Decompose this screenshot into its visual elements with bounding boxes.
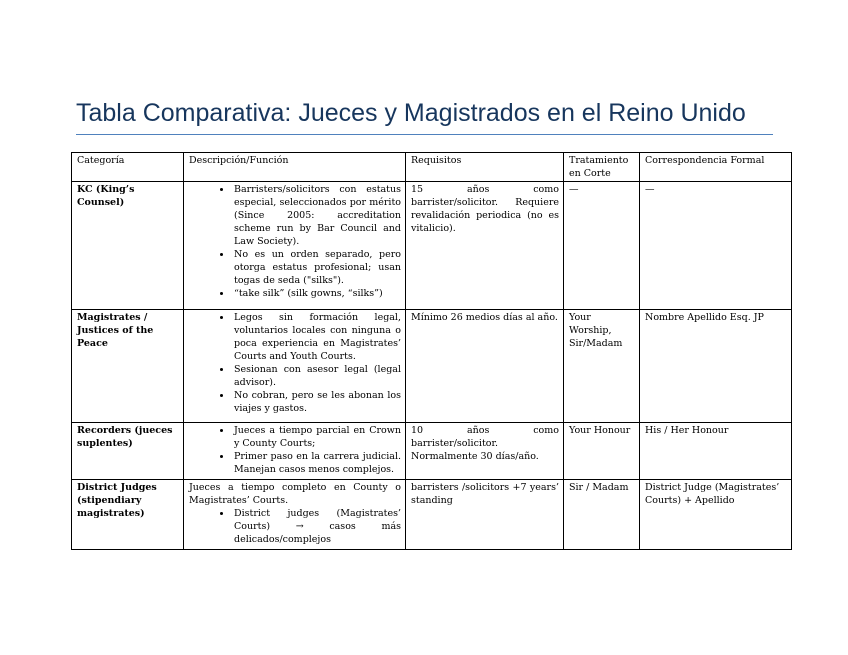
treatment-cell: Sir / Madam xyxy=(564,480,640,550)
correspondence-cell: Nombre Apellido Esq. JP xyxy=(640,310,792,423)
list-item: • No es un orden separado, pero otorga estatus profesional; usan togas de seda ("silks"). xyxy=(232,248,401,287)
table-row xyxy=(72,423,792,480)
correspondence-cell: His / Her Honour xyxy=(640,423,792,480)
header-cell: Requisitos xyxy=(406,153,564,182)
description-list xyxy=(189,311,401,415)
description-cell xyxy=(184,423,406,480)
header-cell: Correspondencia Formal xyxy=(640,153,792,182)
requirements-cell: Mínimo 26 medios días al año. xyxy=(406,310,564,423)
table-row xyxy=(72,182,792,310)
description-cell xyxy=(184,480,406,550)
description-intro: Jueces a tiempo completo en County o Magistrates’ Courts. xyxy=(189,482,401,506)
category-cell: Magistrates / Justices of the Peace xyxy=(72,310,184,423)
treatment-cell: Your Honour xyxy=(564,423,640,480)
list-item: • “take silk” (silk gowns, “silks”) xyxy=(232,287,401,300)
description-list xyxy=(189,183,401,300)
comparison-table xyxy=(71,152,792,550)
header-cell: Tratamiento en Corte xyxy=(564,153,640,182)
requirements-cell: 10 años como barrister/solicitor. Normalmente 30 días/año. xyxy=(406,423,564,480)
list-item: • Jueces a tiempo parcial en Crown y County Courts; xyxy=(232,424,401,450)
page-title: Tabla Comparativa: Jueces y Magistrados en el Reino Unido xyxy=(76,99,746,127)
treatment-cell: Your Worship, Sir/Madam xyxy=(564,310,640,423)
table-row xyxy=(72,310,792,423)
table-header-row xyxy=(72,153,792,182)
category-cell: Recorders (jueces suplentes) xyxy=(72,423,184,480)
description-list xyxy=(189,507,401,546)
title-underline xyxy=(76,134,773,135)
list-item: • Barristers/solicitors con estatus especial, seleccionados por mérito (Since 2005: accreditation scheme run by Bar Council and Law Society). xyxy=(232,183,401,248)
category-cell: District Judges (stipendiary magistrates) xyxy=(72,480,184,550)
correspondence-cell: — xyxy=(640,182,792,310)
requirements-cell: barristers /solicitors +7 years’ standing xyxy=(406,480,564,550)
description-cell xyxy=(184,310,406,423)
list-item: • No cobran, pero se les abonan los viajes y gastos. xyxy=(232,389,401,415)
correspondence-cell: District Judge (Magistrates’ Courts) + Apellido xyxy=(640,480,792,550)
list-item: • Primer paso en la carrera judicial. Manejan casos menos complejos. xyxy=(232,450,401,476)
treatment-cell: — xyxy=(564,182,640,310)
header-cell: Categoría xyxy=(72,153,184,182)
header-cell: Descripción/Función xyxy=(184,153,406,182)
list-item: • Sesionan con asesor legal (legal advisor). xyxy=(232,363,401,389)
category-cell: KC (King’s Counsel) xyxy=(72,182,184,310)
description-cell xyxy=(184,182,406,310)
requirements-cell: 15 años como barrister/solicitor. Requiere revalidación periodica (no es vitalicio). xyxy=(406,182,564,310)
list-item: • District judges (Magistrates’ Courts) → casos más delicados/complejos xyxy=(232,507,401,546)
list-item: • Legos sin formación legal, voluntarios locales con ninguna o poca experiencia en Magistrates’ Courts and Youth Courts. xyxy=(232,311,401,363)
description-list xyxy=(189,424,401,476)
table-row xyxy=(72,480,792,550)
